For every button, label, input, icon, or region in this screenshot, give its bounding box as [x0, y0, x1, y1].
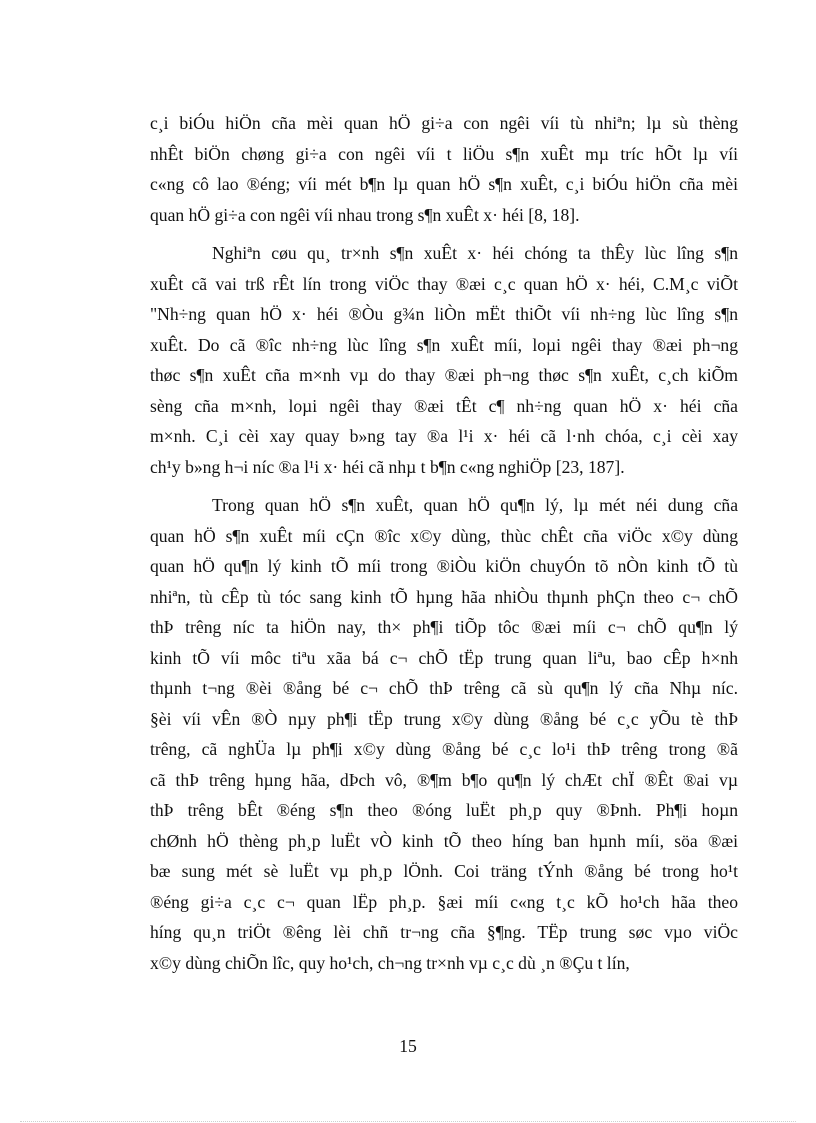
text-line: x©y dùng chiÕn lîc, quy ho¹ch, ch¬ng tr×nh vµ c¸c dù ¸n ®Çu t lín,	[150, 952, 630, 973]
text-line: §èi víi vÊn ®Ò nµy ph¶i tËp trung x©y dùng ®ång bé c¸c yÕu tè thÞ	[150, 708, 738, 729]
text-line: trêng, cã nghÜa lµ ph¶i x©y dùng ®ång bé c¸c lo¹i thÞ trêng trong ®ã	[150, 739, 738, 759]
text-line: thÞ trêng níc ta hiÖn nay, th× ph¶i tiÕp tôc ®æi míi c¬ chÕ qu¶n lý	[150, 617, 738, 637]
text-line: m×nh. C¸i cèi xay quay b»ng tay ®a l¹i x· héi cã l·nh chóa, c¸i cèi xay	[150, 426, 738, 446]
text-line: "Nh÷ng quan hÖ x· héi ®Òu g¾n liÒn mËt thiÕt víi nh÷ng lùc lîng s¶n	[150, 304, 738, 324]
text-line: xuÊt cã vai trß rÊt lín trong viÖc thay ®æi c¸c quan hÖ x· héi, C.M¸c viÕt	[150, 273, 738, 294]
text-line: thµnh t¬ng ®èi ®ång bé c¬ chÕ thÞ trêng cã sù qu¶n lý cña Nhµ níc.	[150, 678, 738, 698]
paragraph	[150, 238, 738, 482]
page-bottom-rule	[20, 1121, 796, 1122]
text-line: chØnh hÖ thèng ph¸p luËt vÒ kinh tÕ theo híng ban hµnh míi, söa ®æi	[150, 830, 738, 851]
text-line: nhiªn, tù cÊp tù tóc sang kinh tÕ hµng hãa nhiÒu thµnh phÇn theo c¬ chÕ	[150, 586, 738, 607]
text-line: ®éng gi÷a c¸c c¬ quan lËp ph¸p. §æi míi c«ng t¸c kÕ ho¹ch hãa theo	[150, 891, 738, 912]
text-line: híng qu¸n triÖt ®êng lèi chñ tr¬ng cña §¶ng. TËp trung søc vµo viÖc	[150, 922, 738, 942]
text-line: thÞ trêng bÊt ®éng s¶n theo ®óng luËt ph¸p quy ®Þnh. Ph¶i hoµn	[150, 800, 738, 820]
text-line: kinh tÕ víi môc tiªu xãa bá c¬ chÕ tËp trung quan liªu, bao cÊp h×nh	[150, 647, 738, 668]
text-line: nhÊt biÖn chøng gi÷a con ngêi víi t liÖu s¶n xuÊt mµ tríc hÕt lµ víi	[150, 143, 738, 164]
text-line: cã thÞ trêng hµng hãa, dÞch vô, ®¶m b¶o qu¶n lý chÆt chÏ ®Êt ®ai vµ	[150, 769, 738, 790]
text-line: thøc s¶n xuÊt cña m×nh vµ do thay ®æi ph¬ng thøc s¶n xuÊt, c¸ch kiÕm	[150, 365, 738, 385]
text-line: Trong quan hÖ s¶n xuÊt, quan hÖ qu¶n lý, lµ mét néi dung cña	[212, 495, 738, 515]
text-line: quan hÖ gi÷a con ngêi víi nhau trong s¶n xuÊt x· héi [8, 18].	[150, 204, 580, 225]
text-line: c¸i biÓu hiÖn cña mèi quan hÖ gi÷a con ngêi víi tù nhiªn; lµ sù thèng	[150, 113, 738, 133]
paragraph	[150, 490, 738, 978]
text-line: c«ng cô lao ®éng; víi mét b¶n lµ quan hÖ s¶n xuÊt, c¸i biÓu hiÖn cña mèi	[150, 174, 738, 194]
text-line: Nghiªn cøu qu¸ tr×nh s¶n xuÊt x· héi chóng ta thÊy lùc lîng s¶n	[212, 243, 738, 263]
paragraph	[150, 108, 738, 230]
body-text	[150, 108, 738, 986]
text-line: xuÊt. Do cã ®îc nh÷ng lùc lîng s¶n xuÊt míi, loµi ngêi thay ®æi ph¬ng	[150, 334, 738, 355]
text-line: quan hÖ s¶n xuÊt míi cÇn ®îc x©y dùng, thùc chÊt cña viÖc x©y dùng	[150, 525, 738, 546]
text-line: bæ sung mét sè luËt vµ ph¸p lÖnh. Coi träng tÝnh ®ång bé trong ho¹t	[150, 861, 738, 881]
text-line: quan hÖ qu¶n lý kinh tÕ míi trong ®iÒu kiÖn chuyÓn tõ nÒn kinh tÕ tù	[150, 556, 738, 576]
text-line: sèng cña m×nh, loµi ngêi thay ®æi tÊt c¶ nh÷ng quan hÖ x· héi cña	[150, 395, 738, 416]
page-number: 15	[399, 1036, 417, 1056]
text-line: ch¹y b»ng h¬i níc ®a l¹i x· héi cã nhµ t b¶n c«ng nghiÖp [23, 187].	[150, 456, 625, 477]
